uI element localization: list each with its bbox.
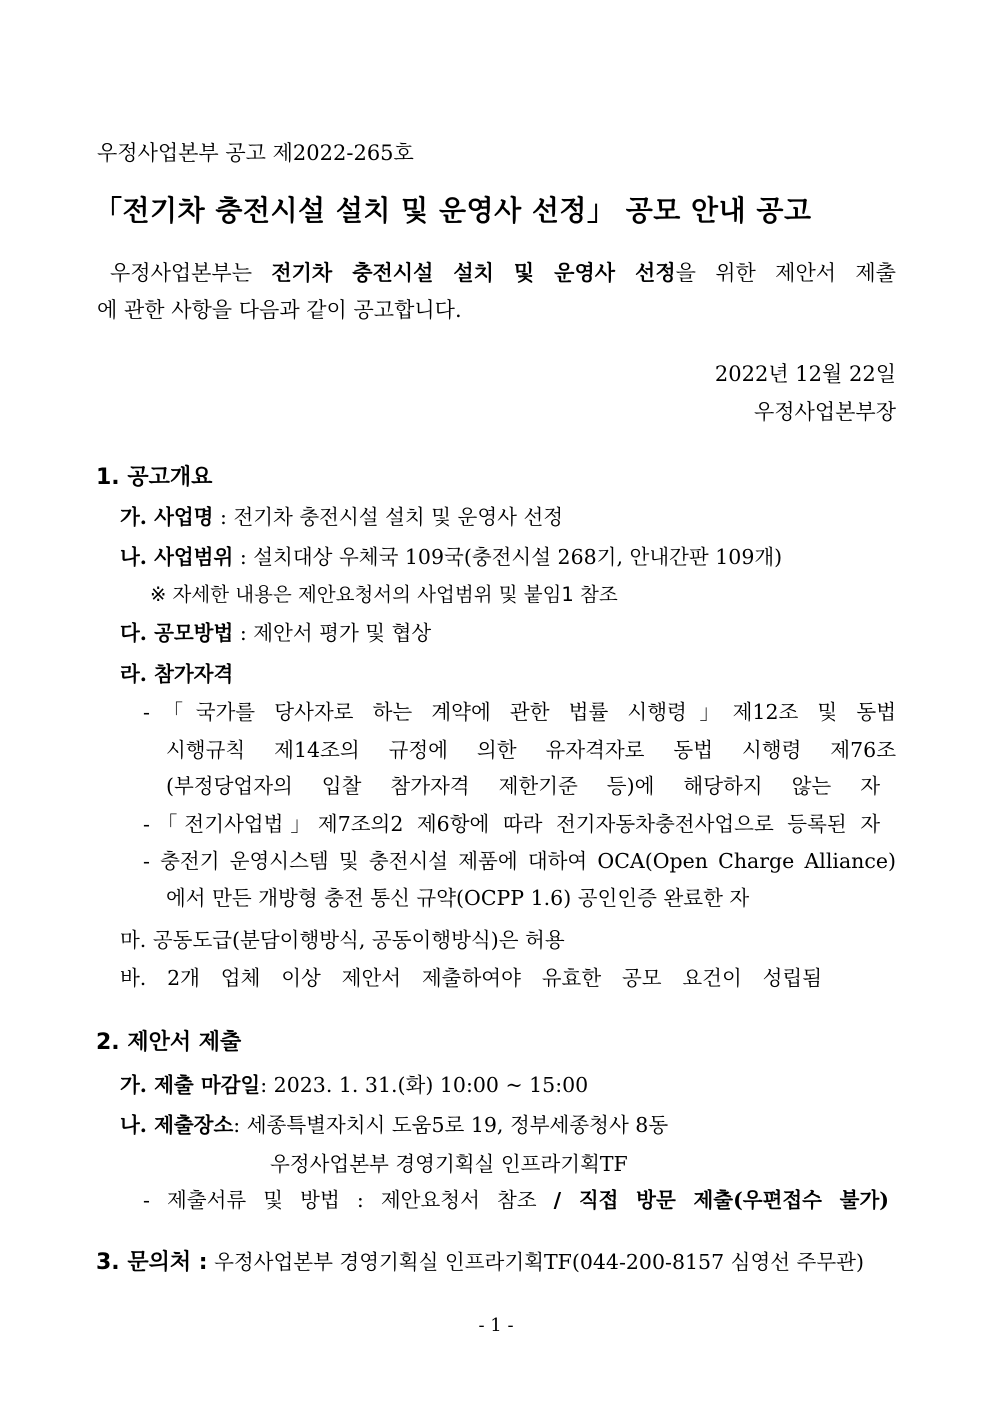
item-label: 나. 제출장소 [120, 1113, 234, 1137]
item-value: : 세종특별자치시 도움5로 19, 정부세종청사 8동 [233, 1113, 669, 1137]
contact-info: 우정사업본부 경영기획실 인프라기획TF(044-200-8157 심영선 주무관) [207, 1250, 864, 1274]
submission-documents [143, 1188, 889, 1213]
item-label: 가. 제출 마감일 [120, 1073, 261, 1097]
item-value: : 설치대상 우체국 109국(충전시설 268기, 안내간판 109개) [233, 545, 783, 569]
issuer: 우정사업본부장 [753, 400, 896, 424]
qualification-1-line-3: (부정당업자의 입찰 참가자격 제한기준 등)에 해당하지 않는 자 [166, 774, 880, 798]
docs-method: / 직접 방문 제출(우편접수 불가) [553, 1188, 889, 1212]
document-title: 「전기차 충전시설 설치 및 운영사 선정」 공모 안내 공고 [94, 194, 812, 227]
item-value: : 제안서 평가 및 협상 [233, 621, 432, 645]
submission-place-continued: 우정사업본부 경영기획실 인프라기획TF [270, 1152, 628, 1176]
page-number: - 1 - [478, 1315, 514, 1336]
item-validity-condition: 바. 2개 업체 이상 제안서 제출하여야 유효한 공모 요건이 성립됨 [120, 966, 822, 990]
item-method [120, 621, 431, 646]
announcement-date: 2022년 12월 22일 [714, 362, 896, 386]
section-3-contact [96, 1250, 864, 1276]
qualification-3-line-1: - 충전기 운영시스템 및 충전시설 제품에 대하여 OCA(Open Charge Alliance) [143, 849, 896, 873]
section-2-heading: 2. 제안서 제출 [96, 1030, 242, 1055]
section-3-heading: 3. 문의처 : [96, 1250, 208, 1275]
intro-prefix: 우정사업본부는 [110, 261, 272, 285]
item-value: : 전기차 충전시설 설치 및 운영사 선정 [213, 505, 564, 529]
item-value: : 2023. 1. 31.(화) 10:00 ~ 15:00 [260, 1073, 589, 1097]
item-label: 가. 사업명 [120, 505, 214, 529]
docs-text: - 제출서류 및 방법 : 제안요청서 참조 [143, 1188, 554, 1212]
notice-number: 우정사업본부 공고 제2022-265호 [97, 141, 414, 165]
qualification-1-line-1: -「국가를 당사자로 하는 계약에 관한 법률 시행령」제12조 및 동법 [143, 700, 896, 724]
item-project-name [120, 505, 563, 530]
intro-project-name: 전기차 충전시설 설치 및 운영사 선정 [271, 260, 676, 285]
item-label: 다. 공모방법 [120, 621, 234, 645]
qualification-1-line-2: 시행규칙 제14조의 규정에 의한 유자격자로 동법 시행령 제76조 [166, 738, 896, 762]
item-project-scope [120, 545, 782, 570]
intro-paragraph-line-2: 에 관한 사항을 다음과 같이 공고합니다. [97, 298, 462, 322]
item-label: 나. 사업범위 [120, 545, 234, 569]
intro-suffix: 을 위한 제안서 제출 [675, 261, 896, 285]
qualification-3-line-2: 에서 만든 개방형 충전 통신 규약(OCPP 1.6) 공인인증 완료한 자 [166, 886, 750, 910]
scope-note: ※ 자세한 내용은 제안요청서의 사업범위 및 붙임1 참조 [150, 583, 618, 606]
item-joint-contract: 마. 공동도급(분담이행방식, 공동이행방식)은 허용 [120, 928, 565, 952]
item-deadline [120, 1073, 588, 1098]
item-submission-place [120, 1113, 668, 1138]
section-1-heading: 1. 공고개요 [96, 465, 213, 490]
item-qualification-label: 라. 참가자격 [120, 662, 234, 686]
qualification-2: -「전기사업법」제7조의2 제6항에 따라 전기자동차충전사업으로 등록된 자 [143, 812, 880, 836]
intro-paragraph-line-1 [110, 260, 896, 286]
